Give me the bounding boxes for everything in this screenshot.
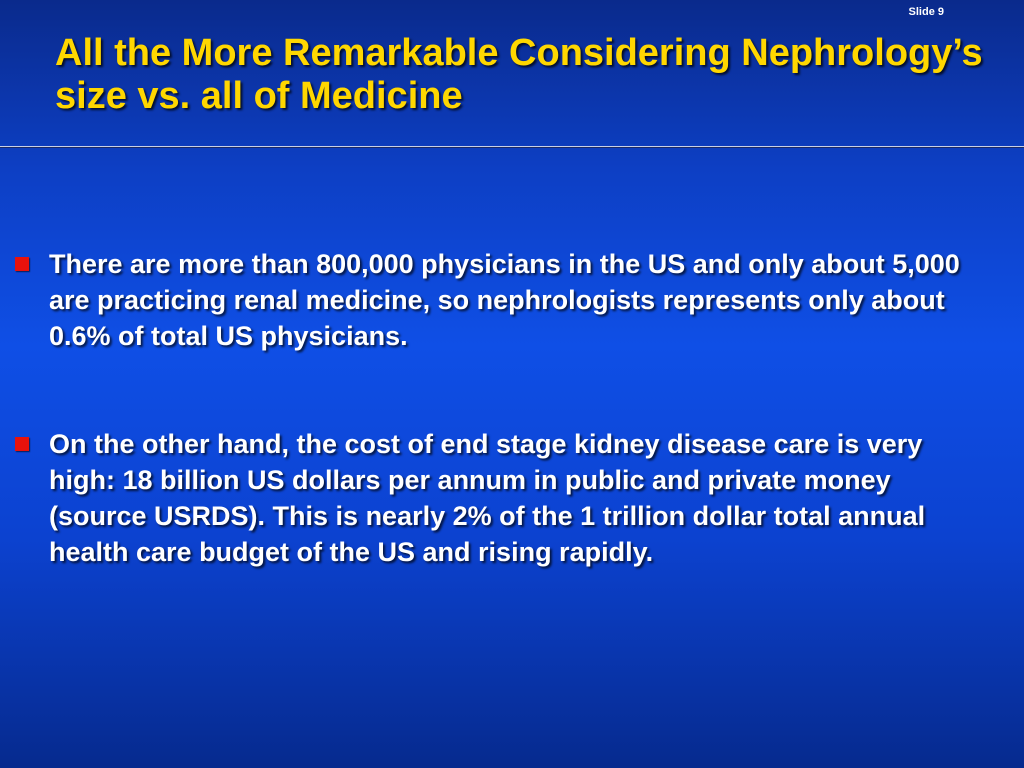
bullet-text: There are more than 800,000 physicians in the US and only about 5,000 are practicing renal medicine, so nephrologists represents only about 0.6% of total US physicians. xyxy=(49,249,960,351)
bullet-text: On the other hand, the cost of end stage kidney disease care is very high: 18 billion US dollars per annum in public and private money (source USRDS). This is nearly 2% of the 1 trillion dollar total annual health care budget of the US and rising rapidly. xyxy=(49,429,926,567)
slide-number: Slide 9 xyxy=(908,6,944,18)
red-square-icon xyxy=(15,257,29,271)
title-divider xyxy=(0,146,1024,148)
slide-title: All the More Remarkable Considering Nephrology’s size vs. all of Medicine xyxy=(55,32,983,117)
red-square-icon xyxy=(15,437,29,451)
bullet-item xyxy=(0,426,984,570)
bullet-item xyxy=(0,246,984,354)
bullet-list xyxy=(0,246,1024,570)
